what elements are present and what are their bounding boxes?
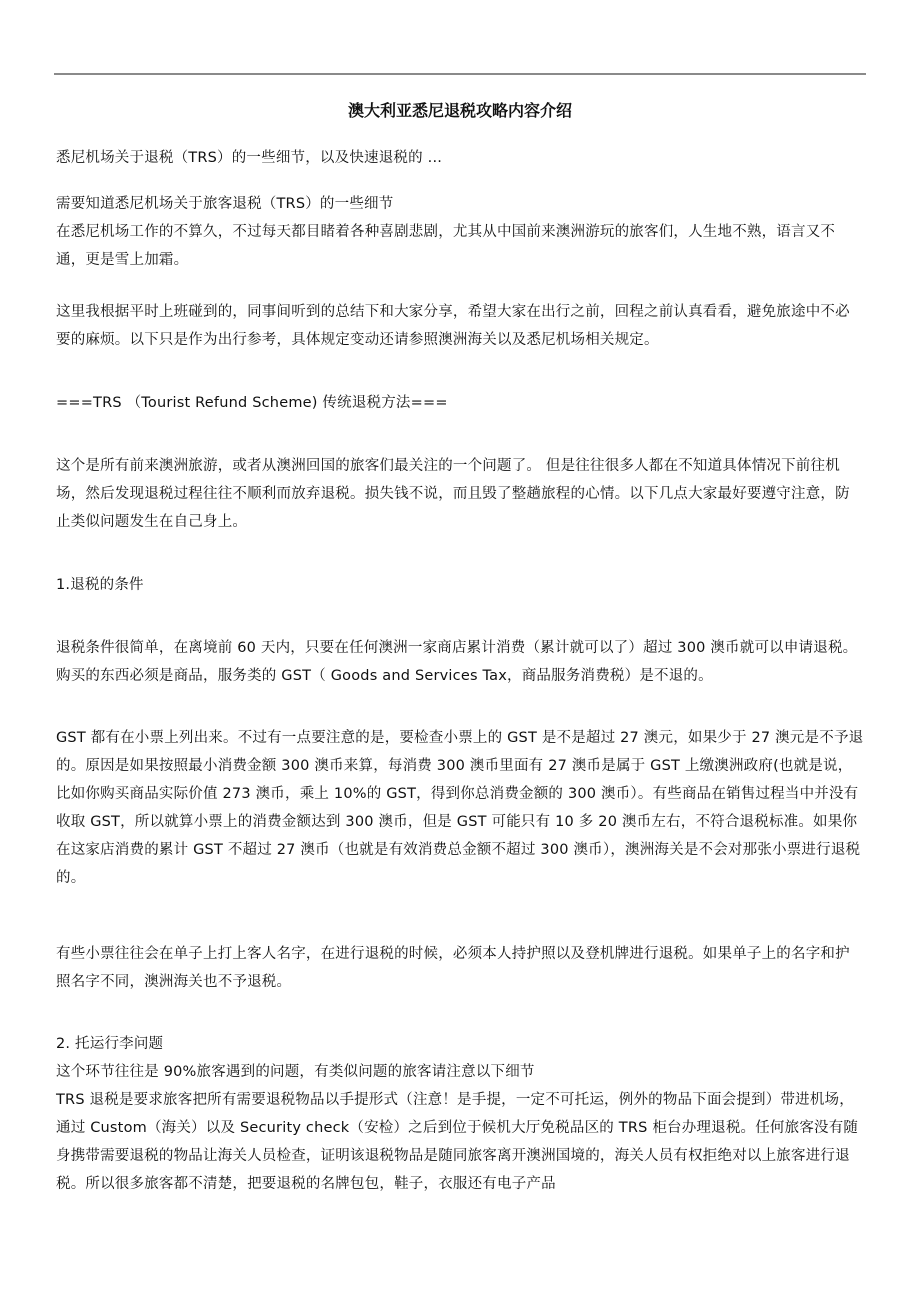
section-heading-conditions: 1.退税的条件 [56, 577, 144, 593]
paragraph-conditions: 退税条件很简单，在离境前 60 天内，只要在任何澳洲一家商店累计消费（累计就可以了）超过 300 澳币就可以申请退税。购买的东西必须是商品，服务类的 GST（ Goods and Services Tax，商品服务消费税）是不退的。 [56, 640, 858, 684]
document-title: 澳大利亚悉尼退税攻略内容介绍 [347, 101, 572, 120]
intro-line: 悉尼机场关于退税（TRS）的一些细节，以及快速退税的 ... [56, 150, 443, 166]
paragraph-summary-sharing: 这里我根据平时上班碰到的，同事间听到的总结下和大家分享，希望大家在出行之前，回程之前认真看看，避免旅途中不必要的麻烦。以下只是作为出行参考，具体规定变动还请参照澳洲海关以及悉尼机场相关规定。 [56, 304, 850, 348]
section-heading-trs: ===TRS （Tourist Refund Scheme) 传统退税方法=== [56, 395, 448, 411]
subheading-trs-details: 需要知道悉尼机场关于旅客退税（TRS）的一些细节 [56, 196, 394, 212]
paragraph-work-experience: 在悉尼机场工作的不算久，不过每天都目睹着各种喜剧悲剧，尤其从中国前来澳洲游玩的旅客们，人生地不熟，语言又不通，更是雪上加霜。 [56, 224, 836, 268]
paragraph-receipt-names: 有些小票往往会在单子上打上客人名字，在进行退税的时候，必须本人持护照以及登机牌进行退税。如果单子上的名字和护照名字不同，澳洲海关也不予退税。 [56, 946, 850, 990]
section-heading-luggage: 2. 托运行李问题 [56, 1036, 164, 1052]
paragraph-luggage-intro: 这个环节往往是 90%旅客遇到的问题，有类似问题的旅客请注意以下细节 [56, 1064, 535, 1080]
paragraph-gst-details: GST 都有在小票上列出来。不过有一点要注意的是，要检查小票上的 GST 是不是超过 27 澳元，如果少于 27 澳元是不予退的。原因是如果按照最小消费金额 300 澳币来算，每消费 300 澳币里面有 27 澳币是属于 GST 上缴澳洲政府(也就是说，比如你购买商品实际价值 273 澳币，乘上 10%的 GST，得到你总消费金额的 300 澳币）。有些商品在销售过程当中并没有收取 GST，所以就算小票上的消费金额达到 300 澳币，但是 GST 可能只有 10 多 20 澳币左右，不符合退税标准。如果你在这家店消费的累计 GST 不超过 27 澳币（也就是有效消费总金额不超过 300 澳币），澳洲海关是不会对那张小票进行退税的。 [56, 730, 864, 886]
paragraph-overview: 这个是所有前来澳洲旅游，或者从澳洲回国的旅客们最关注的一个问题了。 但是往往很多人都在不知道具体情况下前往机场，然后发现退税过程往往不顺利而放弃退税。损失钱不说，而且毁了整趟旅程的心情。以下几点大家最好要遵守注意，防止类似问题发生在自己身上。 [56, 458, 850, 530]
header-rule [54, 73, 866, 75]
paragraph-luggage-details: TRS 退税是要求旅客把所有需要退税物品以手提形式（注意！是手提，一定不可托运，例外的物品下面会提到）带进机场，通过 Custom（海关）以及 Security check（安检）之后到位于候机大厅免税品区的 TRS 柜台办理退税。任何旅客没有随身携带需要退税的物品让海关人员检查，证明该退税物品是随同旅客离开澳洲国境的，海关人员有权拒绝对以上旅客进行退税。所以很多旅客都不清楚，把要退税的名牌包包，鞋子，衣服还有电子产品 [56, 1092, 859, 1192]
